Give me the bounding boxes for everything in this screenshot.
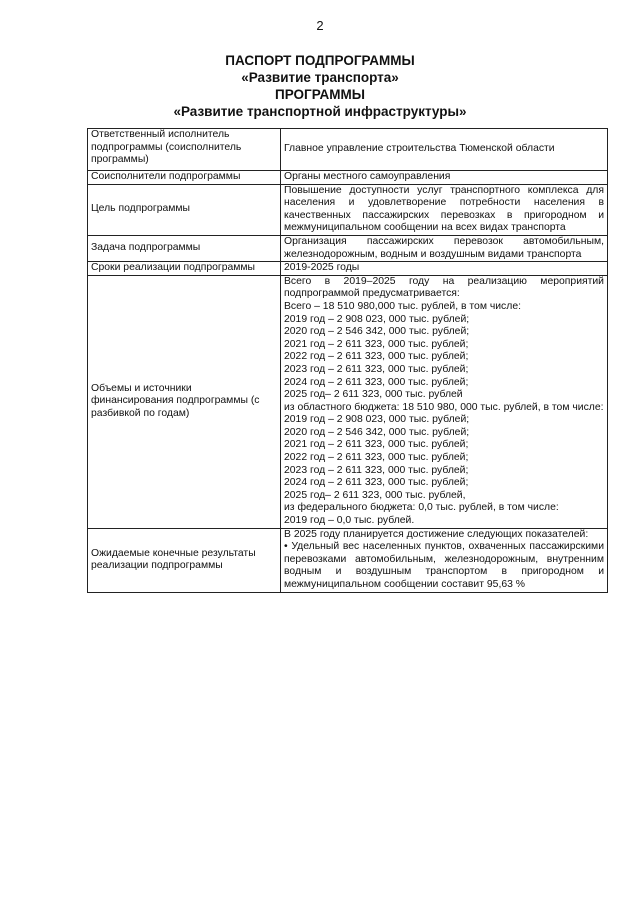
table-row-task xyxy=(88,235,608,261)
financing-year-regional: 2020 год – 2 546 342, 000 тыс. рублей; xyxy=(284,426,470,438)
table-row-goal xyxy=(88,184,608,235)
financing-year-total: 2024 год – 2 611 323, 000 тыс. рублей; xyxy=(284,376,469,388)
document-title xyxy=(0,52,640,120)
title-line-2: «Развитие транспорта» xyxy=(241,70,399,85)
terms-label: Сроки реализации подпрограммы xyxy=(88,262,281,276)
financing-year-regional: 2022 год – 2 611 323, 000 тыс. рублей; xyxy=(284,452,469,464)
financing-year-total: 2022 год – 2 611 323, 000 тыс. рублей; xyxy=(284,351,469,363)
executor-label: Ответственный исполнитель подпрограммы (соисполнитель программы) xyxy=(88,129,281,171)
goal-label: Цель подпрограммы xyxy=(88,184,281,235)
task-label: Задача подпрограммы xyxy=(88,235,281,261)
financing-year-regional: 2021 год – 2 611 323, 000 тыс. рублей; xyxy=(284,439,469,451)
financing-year-total: 2021 год – 2 611 323, 000 тыс. рублей; xyxy=(284,338,469,350)
title-line-1: ПАСПОРТ ПОДПРОГРАММЫ xyxy=(225,53,415,68)
results-item: • Удельный вес населенных пунктов, охваченных пассажирскими перевозками автомобильным, железнодорожным, внутренним водным и воздушным транспортом в пригородном и межмуниципальном сообщении составит 95,63 % xyxy=(284,541,604,590)
page-number: 2 xyxy=(316,18,324,33)
coexecutors-value: Органы местного самоуправления xyxy=(281,171,608,185)
results-intro: В 2025 году планируется достижение следующих показателей: xyxy=(284,528,589,540)
financing-year-regional: 2024 год – 2 611 323, 000 тыс. рублей; xyxy=(284,477,469,489)
results-label: Ожидаемые конечные результаты реализации подпрограммы xyxy=(88,528,281,592)
financing-year-total: 2023 год – 2 611 323, 000 тыс. рублей; xyxy=(284,363,469,375)
coexecutors-label: Соисполнители подпрограммы xyxy=(88,171,281,185)
goal-value: Повышение доступности услуг транспортного комплекса для населения и удовлетворение потребности населения в качественных пассажирских перевозках в пригородном и межмуниципальном сообщении на всех видах транспорта xyxy=(281,184,608,235)
task-value: Организация пассажирских перевозок автомобильным, железнодорожным, водным и воздушным видами транспорта xyxy=(281,235,608,261)
financing-year-total: 2019 год – 2 908 023, 000 тыс. рублей; xyxy=(284,313,470,325)
financing-total: Всего – 18 510 980,000 тыс. рублей, в том числе: xyxy=(284,300,521,312)
financing-year-regional: 2023 год – 2 611 323, 000 тыс. рублей; xyxy=(284,464,469,476)
terms-value: 2019-2025 годы xyxy=(281,262,608,276)
passport-table xyxy=(87,128,608,593)
title-line-3: ПРОГРАММЫ xyxy=(275,87,365,102)
financing-regional: из областного бюджета: 18 510 980, 000 тыс. рублей, в том числе: xyxy=(284,401,604,413)
financing-year-total: 2025 год– 2 611 323, 000 тыс. рублей xyxy=(284,389,463,401)
financing-year-total: 2020 год – 2 546 342, 000 тыс. рублей; xyxy=(284,326,470,338)
table-row-executor xyxy=(88,129,608,171)
financing-intro: Всего в 2019–2025 году на реализацию мероприятий подпрограммой предусматривается: xyxy=(284,275,604,300)
financing-year-regional: 2019 год – 2 908 023, 000 тыс. рублей; xyxy=(284,414,470,426)
table-row-coexecutors xyxy=(88,171,608,185)
table-row-financing xyxy=(88,275,608,528)
table-row-results xyxy=(88,528,608,592)
financing-federal: из федерального бюджета: 0,0 тыс. рублей, в том числе: xyxy=(284,502,559,514)
table-row-terms xyxy=(88,262,608,276)
financing-label: Объемы и источники финансирования подпрограммы (с разбивкой по годам) xyxy=(88,275,281,528)
results-value xyxy=(281,528,608,592)
financing-value xyxy=(281,275,608,528)
financing-year-regional: 2025 год– 2 611 323, 000 тыс. рублей, xyxy=(284,489,466,501)
executor-value: Главное управление строительства Тюменской области xyxy=(281,129,608,171)
financing-federal-year: 2019 год – 0,0 тыс. рублей. xyxy=(284,515,415,527)
title-line-4: «Развитие транспортной инфраструктуры» xyxy=(173,104,467,119)
